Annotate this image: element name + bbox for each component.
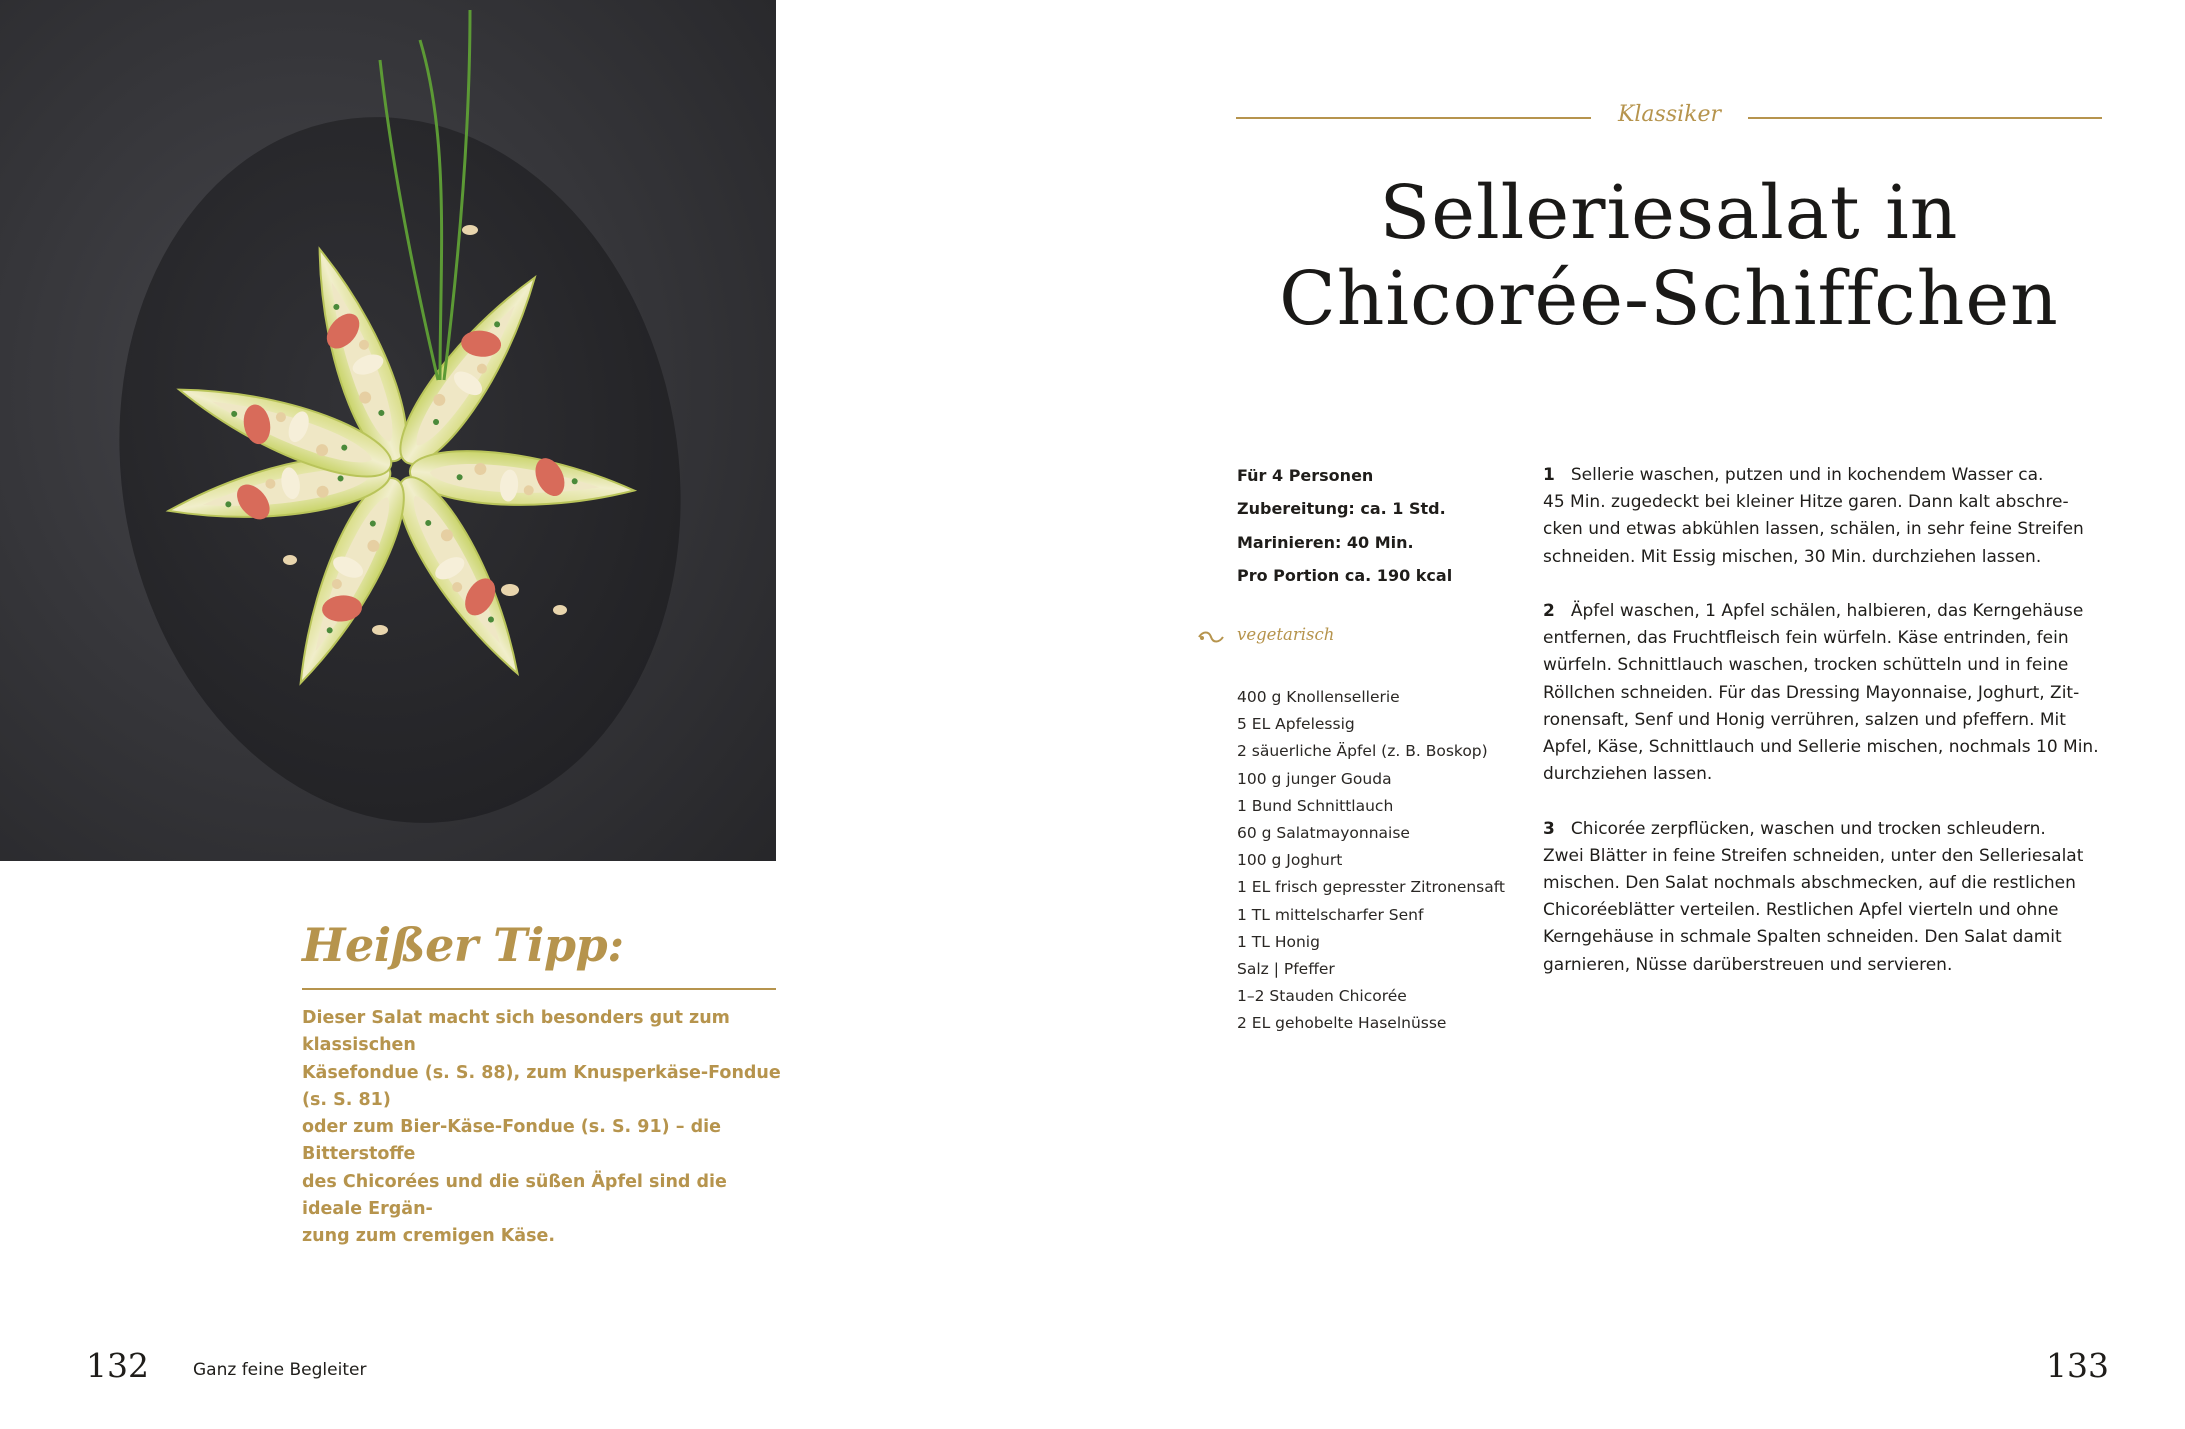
ingredient-item: 1 TL Honig [1237, 932, 1320, 951]
ingredient-item: 1 EL frisch gepresster Zitronensaft [1237, 878, 1506, 897]
category-kicker: Klassiker [1617, 102, 1722, 127]
ingredient-list [1237, 684, 1505, 1037]
ingredient-item: 100 g Joghurt [1237, 851, 1343, 870]
page-number-left: 132 [86, 1346, 149, 1385]
step-text: Äpfel waschen, 1 Apfel schälen, halbieren, das Kerngehäuse entfernen, das Fruchtfleisch fein würfeln. Käse entrinden, fein würfeln. Schnittlauch waschen, trocken schütteln und in feine Röllchen schneiden. Für das Dressing Mayonnaise, Joghurt, Zit- ronensaft, Senf und Honig verrühren, salzen und pfeffern. Mit Apfel, Käse, Schnittlauch und Sellerie mischen, nochmals 10 Min. durchziehen lassen. [1543, 601, 2099, 785]
ingredient-item: 2 säuerliche Äpfel (z. B. Boskop) [1237, 742, 1488, 761]
running-head: Ganz feine Begleiter [193, 1360, 367, 1380]
ingredient-item: 400 g Knollensellerie [1237, 688, 1400, 706]
method-step-2 [1543, 598, 2108, 788]
method-step-1 [1543, 462, 2108, 571]
tip-title: Heißer Tipp: [302, 918, 624, 972]
step-number: 1 [1543, 465, 1555, 485]
ingredient-item: Salz | Pfeffer [1237, 959, 1335, 978]
ingredient-item: 1–2 Stauden Chicorée [1237, 987, 1407, 1006]
meta-prep-time: Zubereitung: ca. 1 Std. [1237, 499, 1446, 519]
vegetarian-icon [1197, 629, 1225, 649]
tip-divider [302, 988, 776, 990]
kicker-rule-left [1236, 117, 1591, 119]
method-steps [1543, 462, 2108, 1006]
ingredient-item: 100 g junger Gouda [1237, 769, 1392, 788]
meta-marinate-time: Marinieren: 40 Min. [1237, 532, 1414, 552]
ingredient-item: 1 Bund Schnittlauch [1237, 796, 1394, 815]
recipe-meta [1237, 462, 1452, 596]
meta-servings: Für 4 Personen [1237, 466, 1374, 485]
tip-text: Dieser Salat macht sich besonders gut zum klassischen Käsefondue (s. S. 88), zum Knusperkäse-Fondue (s. S. 81) oder zum Bier-Käse-Fondue (s. S. 91) – die Bitterstoffe des Chicorées und die süßen Äpfel sind die ideale Ergän- zung zum cremigen Käse. [302, 1008, 781, 1247]
page-number-right: 133 [2046, 1346, 2109, 1385]
step-text: Chicorée zerpflücken, waschen und trocken schleudern. Zwei Blätter in feine Streifen schneiden, unter den Selleriesalat mischen. Den Salat nochmals abschmecken, auf die restlichen Chicoréeblätter verteilen. Restlichen Apfel vierteln und ohne Kerngehäuse in schmale Spalten schneiden. Den Salat damit garnieren, Nüsse darüberstreuen und servieren. [1543, 818, 2084, 975]
vegetarian-tag: vegetarisch [1237, 625, 1335, 644]
ingredient-item: 5 EL Apfelessig [1237, 715, 1355, 734]
step-number: 3 [1543, 818, 1555, 839]
ingredient-item: 1 TL mittelscharfer Senf [1237, 905, 1424, 924]
step-text: Sellerie waschen, putzen und in kochendem Wasser ca. 45 Min. zugedeckt bei kleiner Hitze garen. Dann kalt abschre- cken und etwas abkühlen lassen, schälen, in sehr feine Streifen schneiden. Mit Essig mischen, 30 Min. durchziehen lassen. [1543, 465, 2084, 567]
ingredient-item: 2 EL gehobelte Haselnüsse [1237, 1014, 1447, 1033]
method-step-3 [1543, 816, 2108, 979]
recipe-title: Selleriesalat in Chicorée-Schiffchen [1279, 170, 2059, 342]
kicker-rule-right [1748, 117, 2102, 119]
ingredient-item: 60 g Salatmayonnaise [1237, 823, 1410, 842]
meta-calories: Pro Portion ca. 190 kcal [1237, 566, 1453, 586]
step-number: 2 [1543, 601, 1555, 621]
recipe-photo [0, 0, 776, 861]
